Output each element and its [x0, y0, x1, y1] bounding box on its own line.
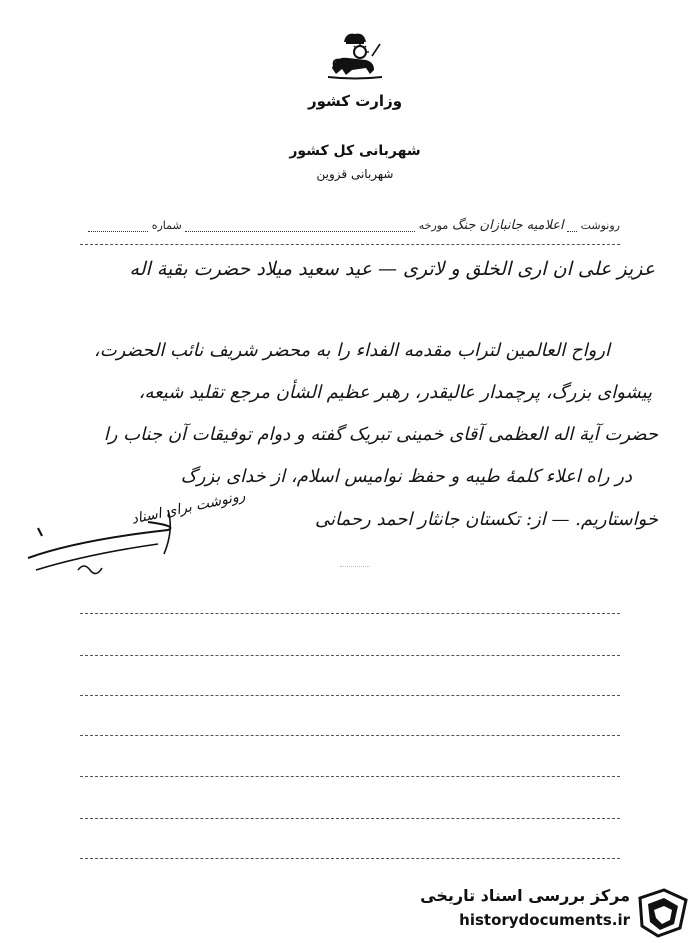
signature-scribble-icon — [18, 470, 188, 590]
letter-line-1: ارواح العالمین لتراب مقدمه الفداء را به محضر شریف نائب الحضرت، — [93, 340, 610, 361]
document-meta-line — [88, 218, 620, 238]
ruled-line — [80, 695, 620, 696]
ruled-line — [80, 818, 620, 819]
signature-note: رونوشت برای اسناد — [130, 487, 247, 528]
header-divider — [80, 244, 620, 245]
scan-smudge — [340, 566, 370, 570]
lion-and-sun-emblem-icon — [322, 28, 388, 80]
letter-line-4: در راه اعلاء کلمهٔ طیبه و حفظ نوامیس اسلام، از خدای بزرگ — [180, 466, 632, 487]
ruled-line — [80, 613, 620, 614]
number-label: شماره — [151, 219, 182, 232]
letter-line-5: خواستاریم. — از: تکستان جانثار احمد رحمانی — [315, 509, 658, 530]
copy-to-value: اعلامیه جانبازان جنگ — [451, 218, 564, 233]
ruled-line — [80, 776, 620, 777]
copy-to-label: رونوشت — [580, 219, 620, 232]
archive-logo-icon — [634, 888, 690, 938]
police-branch-title: شهربانی قزوین — [316, 167, 394, 181]
police-hq-title: شهربانی کل کشور — [289, 143, 421, 159]
archive-url[interactable]: historydocuments.ir — [459, 911, 630, 929]
letter-line-3: حضرت آیة اله العظمی آقای خمینی تبریک گفته و دوام توفیقات آن جناب را — [103, 424, 658, 445]
archive-name-fa: مرکز بررسی اسناد تاریخی — [420, 886, 630, 905]
ruled-line — [80, 735, 620, 736]
ruled-line — [80, 858, 620, 859]
ministry-title: وزارت کشور — [307, 92, 403, 110]
letter-subject: عزیز علی ان اری الخلق و لاتری — عید سعید میلاد حضرت بقیة اله — [129, 258, 655, 280]
letter-line-2: پیشوای بزرگ، پرچمدار عالیقدر، رهبر عظیم الشأن مرجع تقلید شیعه، — [138, 382, 652, 403]
date-label: مورخه — [418, 219, 449, 232]
ruled-line — [80, 655, 620, 656]
